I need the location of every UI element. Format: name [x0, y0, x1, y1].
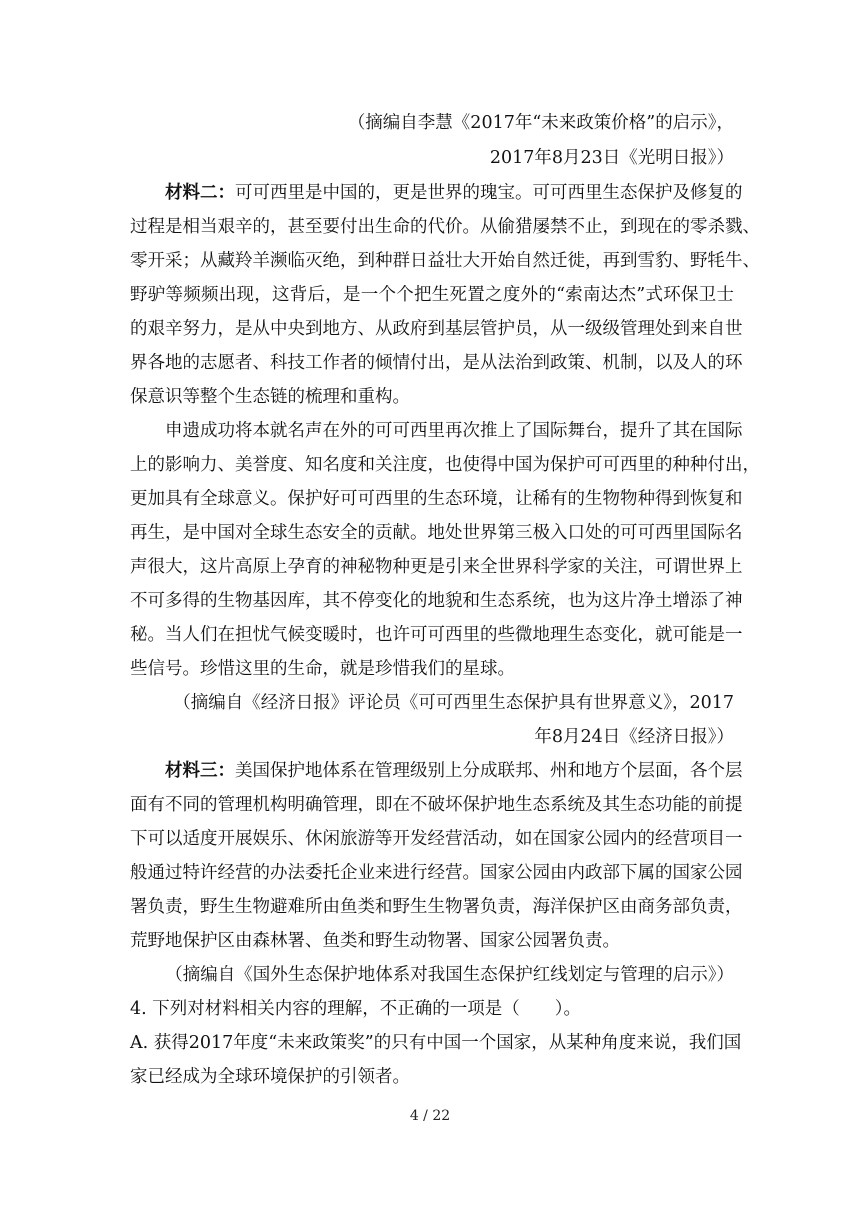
material-2-p2-line: 上的影响力、美誉度、知名度和关注度，也使得中国为保护可可西里的种种付出，: [130, 455, 760, 475]
question-4-stem: 4. 下列对材料相关内容的理解，不正确的一项是（ ）。: [130, 999, 582, 1019]
material-3-line: 下可以适度开展娱乐、休闲旅游等开发经营活动，如在国家公园内的经营项目一: [130, 829, 743, 849]
source-citation-3: （摘编自《国外生态保护地体系对我国生态保护红线划定与管理的启示》）: [165, 965, 734, 985]
source-citation-2-line-1: （摘编自《经济日报》评论员《可可西里生态保护具有世界意义》，2017: [173, 693, 734, 713]
material-2-line: 野驴等频频出现，这背后，是一个个把生死置之度外的“索南达杰”式环保卫士: [130, 285, 734, 305]
material-2-line: 零开采；从藏羚羊濒临灭绝，到种群日益壮大开始自然迁徙，再到雪豹、野牦牛、: [130, 251, 760, 271]
material-2-p2-line: 声很大，这片高原上孕育的神秘物种更是引来全世界科学家的关注，可谓世界上: [130, 557, 743, 577]
material-2-first-line: [165, 181, 743, 205]
material-3-text: 美国保护地体系在管理级别上分成联邦、州和地方个层面，各个层: [235, 761, 743, 781]
material-2-p2-line: 不可多得的生物基因库，其不停变化的地貌和生态系统，也为这片净土增添了神: [130, 591, 743, 611]
material-3-line: 般通过特许经营的办法委托企业来进行经营。国家公园由内政部下属的国家公园: [130, 863, 743, 883]
material-2-p2-line: 申遗成功将本就名声在外的可可西里再次推上了国际舞台，提升了其在国际: [165, 421, 743, 441]
page-number: 4 / 22: [409, 1108, 451, 1124]
source-citation-1-line-2: 2017年8月23日《光明日报》）: [489, 148, 734, 168]
material-2-p2-line: 秘。当人们在担忧气候变暖时，也许可可西里的些微地理生态变化，就可能是一: [130, 625, 743, 645]
source-citation-1-line-1: （摘编自李慧《2017年“未来政策价格”的启示》，: [347, 113, 734, 133]
source-citation-2-line-2: 年8月24日《经济日报》）: [534, 727, 734, 747]
material-2-text: 可可西里是中国的，更是世界的瑰宝。可可西里生态保护及修复的: [235, 183, 743, 203]
material-3-line: 署负责，野生生物避难所由鱼类和野生生物署负责，海洋保护区由商务部负责，: [130, 897, 743, 917]
material-2-p2-line: 更加具有全球意义。保护好可可西里的生态环境，让稀有的生物物种得到恢复和: [130, 489, 743, 509]
material-2-line: 保意识等整个生态链的梳理和重构。: [130, 387, 410, 407]
material-2-label: 材料二：: [165, 183, 235, 203]
material-3-first-line: [165, 759, 743, 783]
material-2-p2-line: 些信号。珍惜这里的生命，就是珍惜我们的星球。: [130, 659, 515, 679]
material-2-line: 界各地的志愿者、科技工作者的倾情付出，是从法治到政策、机制，以及人的环: [130, 353, 743, 373]
question-4-option-a-line-2: 家已经成为全球环境保护的引领者。: [130, 1067, 410, 1087]
material-2-p2-line: 再生，是中国对全球生态安全的贡献。地处世界第三极入口处的可可西里国际名: [130, 523, 743, 543]
material-3-label: 材料三：: [165, 761, 235, 781]
question-4-option-a-line-1: A. 获得2017年度“未来政策奖”的只有中国一个国家，从某种角度来说，我们国: [130, 1033, 742, 1053]
material-3-line: 面有不同的管理机构明确管理，即在不破坏保护地生态系统及其生态功能的前提: [130, 795, 743, 815]
material-3-line: 荒野地保护区由森林署、鱼类和野生动物署、国家公园署负责。: [130, 931, 620, 951]
material-2-line: 的艰辛努力，是从中央到地方、从政府到基层管护员，从一级级管理处到来自世: [130, 319, 743, 339]
material-2-line: 过程是相当艰辛的，甚至要付出生命的代价。从偷猎屡禁不止，到现在的零杀戮、: [130, 217, 760, 237]
